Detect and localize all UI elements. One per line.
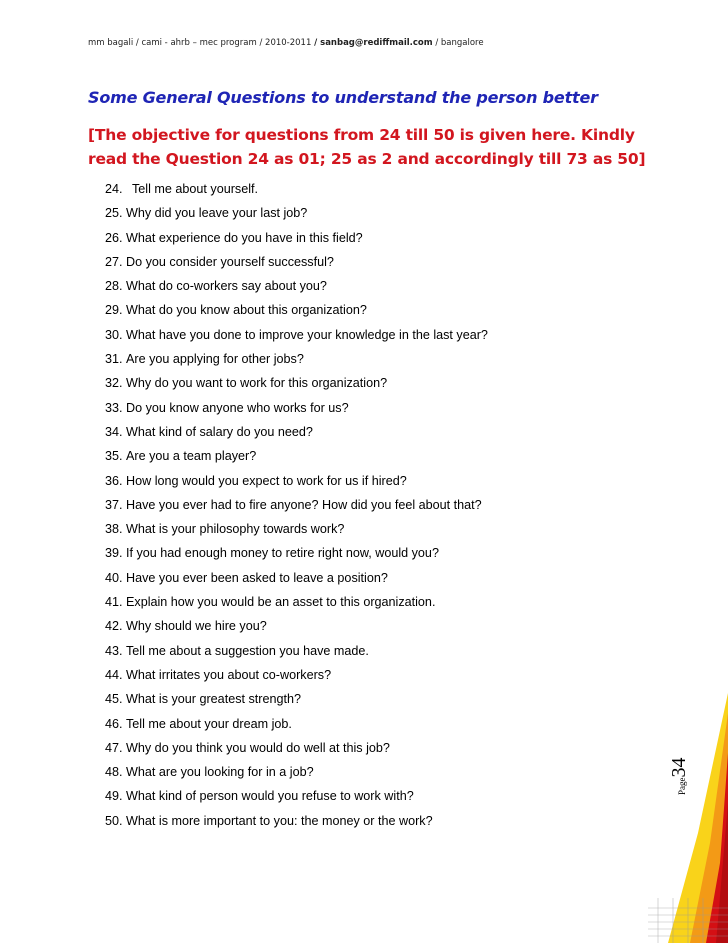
question-number: 38. (105, 522, 123, 537)
question-text: What kind of person would you refuse to work with? (126, 789, 414, 804)
question-number: 44. (105, 667, 123, 682)
header-prefix: mm bagali / cami - ahrb – mec program / 2010-2011 (88, 38, 315, 48)
question-item (105, 595, 488, 619)
question-number: 49. (105, 789, 123, 804)
question-item (105, 644, 488, 668)
question-number: 32. (105, 376, 123, 391)
question-item (105, 668, 488, 692)
question-number: 27. (105, 254, 123, 269)
question-text: If you had enough money to retire right now, would you? (126, 546, 439, 561)
question-list (105, 182, 488, 838)
question-number: 30. (105, 327, 123, 342)
question-number: 35. (105, 449, 123, 464)
question-number: 43. (105, 643, 123, 658)
question-text: Why should we hire you? (126, 619, 267, 634)
question-number: 33. (105, 400, 123, 415)
question-text: Do you consider yourself successful? (126, 254, 334, 269)
question-text: Do you know anyone who works for us? (126, 400, 349, 415)
question-item (105, 279, 488, 303)
question-number: 39. (105, 546, 123, 561)
question-item (105, 182, 488, 206)
question-text: What experience do you have in this field? (126, 230, 363, 245)
question-item (105, 498, 488, 522)
question-item (105, 206, 488, 230)
question-text: Have you ever been asked to leave a position? (126, 570, 388, 585)
page-corner-decoration (648, 693, 728, 943)
question-item (105, 619, 488, 643)
question-item (105, 741, 488, 765)
question-text: What is more important to you: the money or the work? (126, 813, 433, 828)
question-text: What is your greatest strength? (126, 692, 301, 707)
question-item (105, 376, 488, 400)
question-text: Have you ever had to fire anyone? How did you feel about that? (126, 497, 482, 512)
question-number: 24. (105, 182, 123, 196)
question-item (105, 401, 488, 425)
question-item (105, 449, 488, 473)
question-text: Explain how you would be an asset to this organization. (126, 595, 436, 610)
question-number: 48. (105, 765, 123, 780)
question-item (105, 328, 488, 352)
question-number: 36. (105, 473, 123, 488)
question-text: Are you a team player? (126, 449, 257, 464)
question-item (105, 789, 488, 813)
question-number: 41. (105, 595, 123, 610)
page-word: Page (677, 777, 687, 795)
question-number: 42. (105, 619, 123, 634)
question-item (105, 692, 488, 716)
question-text: Tell me about yourself. (132, 182, 258, 196)
page-number-label (668, 758, 691, 796)
question-text: What do you know about this organization? (126, 303, 367, 318)
question-item (105, 231, 488, 255)
question-text: What is your philosophy towards work? (126, 522, 345, 537)
question-text: Are you applying for other jobs? (126, 352, 304, 367)
question-number: 26. (105, 230, 123, 245)
header-email: / sanbag@rediffmail.com (314, 38, 433, 48)
question-item (105, 571, 488, 595)
question-text: What irritates you about co-workers? (126, 667, 332, 682)
question-number: 28. (105, 279, 123, 294)
question-number: 34. (105, 424, 123, 439)
question-item (105, 765, 488, 789)
question-number: 50. (105, 813, 123, 828)
question-text: What are you looking for in a job? (126, 765, 314, 780)
header-suffix: / bangalore (432, 38, 484, 48)
question-item (105, 814, 488, 838)
question-number: 31. (105, 352, 123, 367)
page-number: 34 (668, 757, 690, 778)
section-title: Some General Questions to understand the person better (88, 88, 598, 107)
question-text: What kind of salary do you need? (126, 424, 313, 439)
objective-note: [The objective for questions from 24 till 50 is given here. Kindly read the Question 24 as 01; 25 as 2 and accordingly till 73 as 50] (88, 126, 646, 168)
question-item (105, 717, 488, 741)
question-text: Tell me about your dream job. (126, 716, 292, 731)
question-number: 46. (105, 716, 123, 731)
question-number: 45. (105, 692, 123, 707)
question-number: 25. (105, 206, 123, 221)
question-item (105, 255, 488, 279)
question-number: 40. (105, 570, 123, 585)
question-text: Why did you leave your last job? (126, 206, 308, 221)
question-number: 47. (105, 740, 123, 755)
question-text: Tell me about a suggestion you have made. (126, 643, 369, 658)
question-item (105, 474, 488, 498)
question-number: 37. (105, 497, 123, 512)
question-text: What have you done to improve your knowledge in the last year? (126, 327, 488, 342)
question-text: How long would you expect to work for us if hired? (126, 473, 407, 488)
question-text: Why do you think you would do well at this job? (126, 740, 390, 755)
page-header (88, 38, 484, 48)
question-text: What do co-workers say about you? (126, 279, 327, 294)
question-item (105, 425, 488, 449)
question-item (105, 303, 488, 327)
question-text: Why do you want to work for this organization? (126, 376, 388, 391)
question-item (105, 352, 488, 376)
question-item (105, 522, 488, 546)
question-number: 29. (105, 303, 123, 318)
question-item (105, 546, 488, 570)
